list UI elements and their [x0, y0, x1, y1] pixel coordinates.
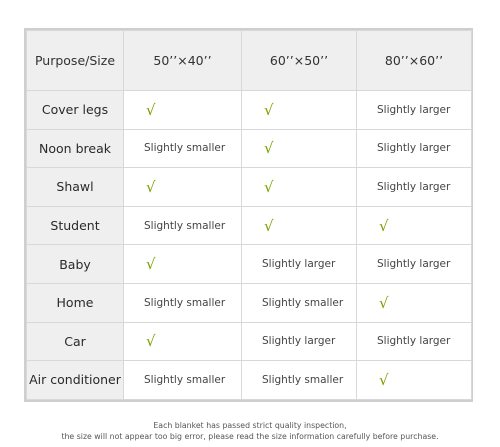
purpose-cell: Noon break: [27, 129, 124, 168]
size-note-size-80x60: Slightly larger: [357, 91, 472, 130]
size-note-size-60x50: Slightly larger: [242, 322, 357, 361]
size-note-size-50x40: Slightly smaller: [124, 206, 242, 245]
size-note-size-60x50: Slightly larger: [242, 245, 357, 284]
check-mark-size-60x50: √: [242, 168, 357, 207]
size-note-size-60x50: Slightly smaller: [242, 361, 357, 400]
check-mark-size-50x40: √: [124, 322, 242, 361]
footer-line-2: the size will not appear too big error, please read the size information carefully before purchase.: [61, 432, 439, 441]
purpose-cell: Shawl: [27, 168, 124, 207]
size-note-size-50x40: Slightly smaller: [124, 129, 242, 168]
header-size-50x40: 50’’×40’’: [124, 31, 242, 91]
table-header-row: [27, 31, 472, 91]
header-size-60x50: 60’’×50’’: [242, 31, 357, 91]
check-mark-size-80x60: √: [357, 283, 472, 322]
table-row: [27, 168, 472, 207]
purpose-cell: Car: [27, 322, 124, 361]
check-mark-size-80x60: √: [357, 206, 472, 245]
purpose-cell: Baby: [27, 245, 124, 284]
check-mark-size-80x60: √: [357, 361, 472, 400]
size-table-container: [24, 28, 473, 402]
size-note-size-80x60: Slightly larger: [357, 129, 472, 168]
table-row: [27, 91, 472, 130]
check-mark-size-60x50: √: [242, 129, 357, 168]
purpose-cell: Home: [27, 283, 124, 322]
purpose-cell: Cover legs: [27, 91, 124, 130]
check-mark-size-50x40: √: [124, 91, 242, 130]
size-note-size-60x50: Slightly smaller: [242, 283, 357, 322]
purpose-cell: Student: [27, 206, 124, 245]
table-row: [27, 322, 472, 361]
header-size-80x60: 80’’×60’’: [357, 31, 472, 91]
size-note-size-80x60: Slightly larger: [357, 245, 472, 284]
check-mark-size-60x50: √: [242, 91, 357, 130]
size-purpose-table: [26, 30, 472, 400]
footer-line-1: Each blanket has passed strict quality inspection,: [153, 421, 347, 430]
header-purpose-size: Purpose/Size: [27, 31, 124, 91]
check-mark-size-50x40: √: [124, 168, 242, 207]
size-note-size-50x40: Slightly smaller: [124, 361, 242, 400]
table-row: [27, 283, 472, 322]
check-mark-size-50x40: √: [124, 245, 242, 284]
table-row: [27, 129, 472, 168]
size-note-size-50x40: Slightly smaller: [124, 283, 242, 322]
size-note-size-80x60: Slightly larger: [357, 322, 472, 361]
table-row: [27, 361, 472, 400]
purpose-cell: Air conditioner: [27, 361, 124, 400]
footer-note: [0, 420, 500, 442]
check-mark-size-60x50: √: [242, 206, 357, 245]
table-row: [27, 206, 472, 245]
size-note-size-80x60: Slightly larger: [357, 168, 472, 207]
table-row: [27, 245, 472, 284]
